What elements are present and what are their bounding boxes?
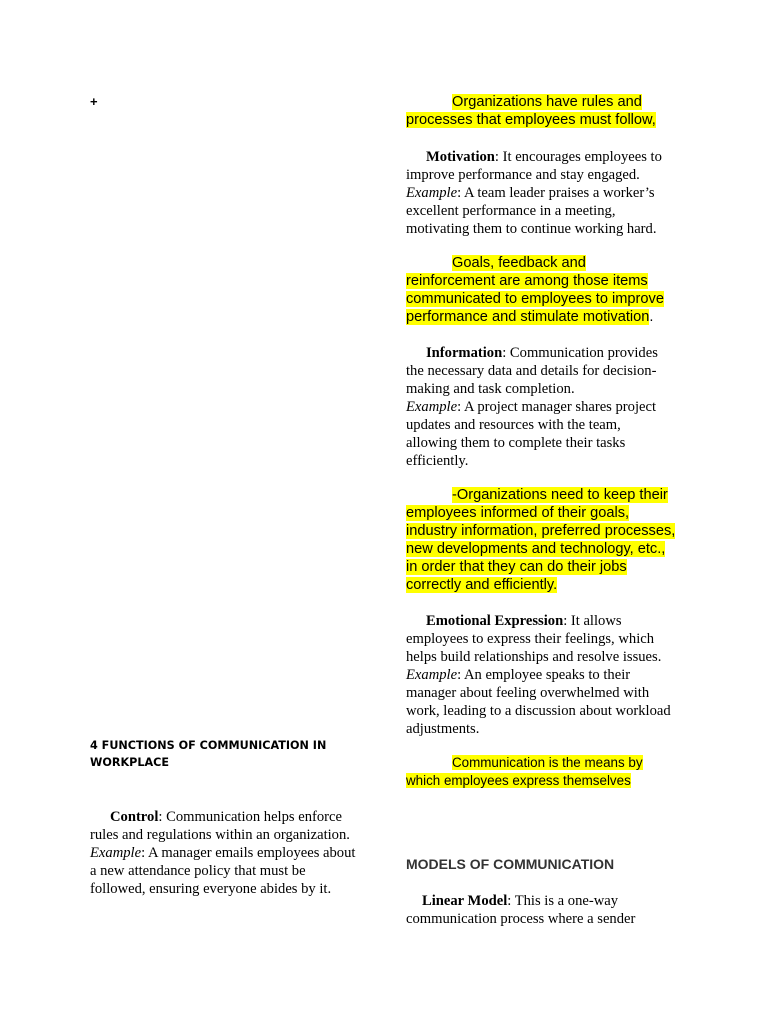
linear-text: : This is a one-way communication process where a sender — [406, 893, 636, 927]
information-text: : Communication provides the necessary data and details for decision-making and task completion. — [406, 345, 658, 397]
control-text: : Communication helps enforce rules and regulations within an organization. — [90, 809, 350, 843]
information-example-label: Example — [406, 399, 458, 415]
emotional-example-label: Example — [406, 667, 458, 683]
goals-highlight-paragraph — [406, 254, 678, 326]
models-heading: MODELS OF COMMUNICATION — [406, 856, 615, 872]
information-example-text: : A project manager shares project updates and resources with the team, allowing them to complete their tasks efficiently. — [406, 399, 657, 469]
functions-heading: 4 FUNCTIONS OF COMMUNICATION IN WORKPLACE — [90, 739, 327, 769]
motivation-text: : It encourages employees to improve performance and stay engaged. — [406, 149, 662, 183]
motivation-example-text: : A team leader praises a worker’s excellent performance in a meeting, motivating them to continue working hard. — [406, 185, 657, 237]
emotional-text: : It allows employees to express their feelings, which helps build relationships and resolve issues. — [406, 613, 662, 665]
rules-highlight-text: Organizations have rules and processes that employees must follow, — [406, 94, 656, 128]
info-highlight-paragraph — [406, 486, 678, 594]
linear-term: Linear Model — [422, 893, 508, 909]
motivation-example-label: Example — [406, 185, 458, 201]
motivation-term: Motivation — [426, 149, 495, 165]
emotional-paragraph — [406, 612, 672, 738]
control-paragraph — [90, 808, 364, 898]
control-term: Control — [110, 809, 159, 825]
info-highlight-text: -Organizations need to keep their employees informed of their goals, industry information, preferred processes, new developments and technology, etc., in order that they can do their jobs correctly and efficiently. — [406, 487, 676, 593]
emotional-example-text: : An employee speaks to their manager about feeling overwhelmed with work, leading to a discussion about workload adjustments. — [406, 667, 671, 737]
goals-highlight-text: Goals, feedback and reinforcement are among those items communicated to employees to improve performance and stimulate motivation — [406, 255, 664, 325]
goals-end: . — [649, 309, 654, 325]
emotional-term: Emotional Expression — [426, 613, 564, 629]
information-term: Information — [426, 345, 503, 361]
plus-sign: + — [90, 94, 98, 109]
express-highlight-paragraph — [406, 754, 668, 790]
motivation-paragraph — [406, 148, 676, 238]
rules-highlight-paragraph — [406, 93, 678, 129]
control-example-label: Example — [90, 845, 142, 861]
control-example-text: : A manager emails employees about a new attendance policy that must be followed, ensuring everyone abides by it. — [90, 845, 356, 897]
information-paragraph — [406, 344, 670, 470]
linear-paragraph — [406, 892, 668, 928]
express-highlight-text: Communication is the means by which employees express themselves — [406, 755, 643, 788]
